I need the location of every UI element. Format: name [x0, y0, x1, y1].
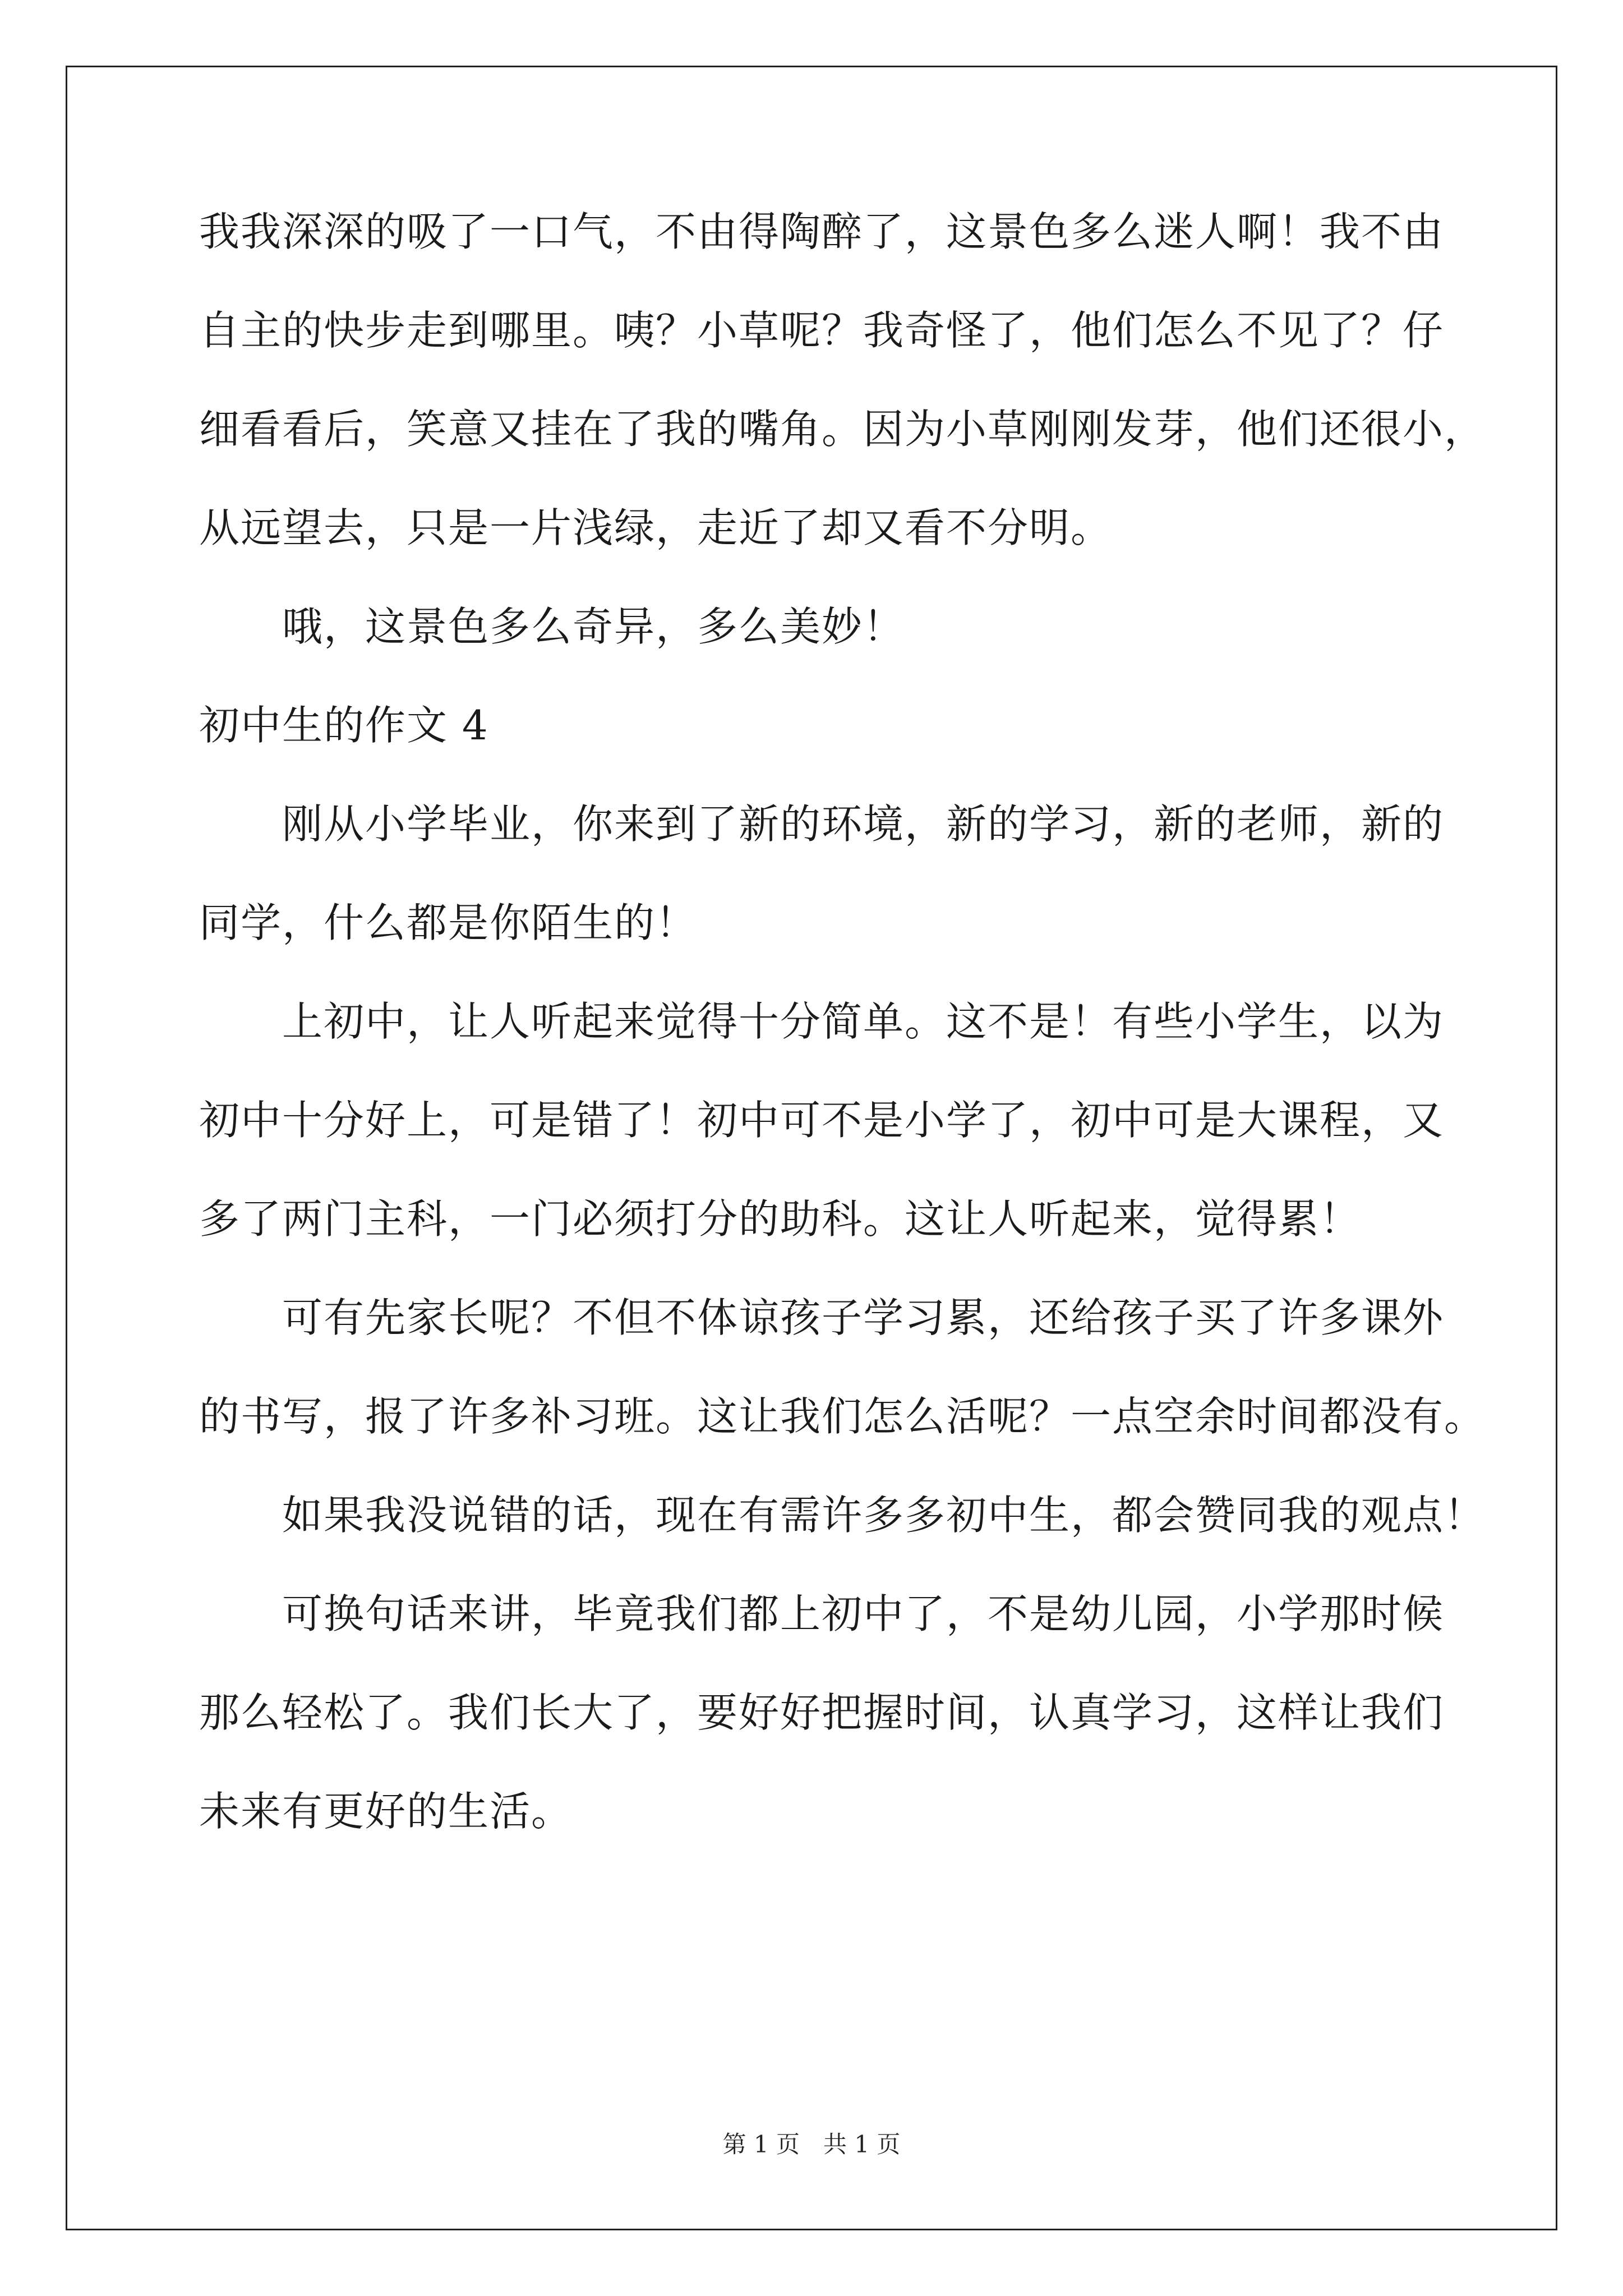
paragraph-line: 可有先家长呢？不但不体谅孩子学习累，还给孩子买了许多课外: [282, 1294, 1445, 1341]
paragraph-line: 自主的快步走到哪里。咦？小草呢？我奇怪了，他们怎么不见了？仔: [199, 307, 1445, 354]
paragraph-line: 刚从小学毕业，你来到了新的环境，新的学习，新的老师，新的: [282, 800, 1445, 848]
page-number-footer: 第 1 页 共 1 页: [722, 2131, 901, 2158]
paragraph-line: 多了两门主科，一门必须打分的助科。这让人听起来，觉得累！: [199, 1195, 1362, 1243]
paragraph-line: 我我深深的吸了一口气，不由得陶醉了，这景色多么迷人啊！我不由: [199, 208, 1445, 255]
paragraph-line: 初中十分好上，可是错了！初中可不是小学了，初中可是大课程，又: [199, 1097, 1445, 1144]
paragraph-line: 可换句话来讲，毕竟我们都上初中了，不是幼儿园，小学那时候: [282, 1590, 1445, 1637]
section-heading: 初中生的作文 4: [199, 702, 489, 749]
paragraph-line: 如果我没说错的话，现在有需许多多初中生，都会赞同我的观点！: [282, 1492, 1486, 1539]
paragraph-line: 上初中，让人听起来觉得十分简单。这不是！有些小学生，以为: [282, 998, 1445, 1045]
paragraph-line: 那么轻松了。我们长大了，要好好把握时间，认真学习，这样让我们: [199, 1689, 1445, 1736]
paragraph-line: 从远望去，只是一片浅绿，走近了却又看不分明。: [199, 504, 1113, 551]
paragraph-line: 同学，什么都是你陌生的！: [199, 899, 698, 946]
page-border: [66, 66, 1557, 2230]
paragraph-line: 的书写，报了许多补习班。这让我们怎么活呢？一点空余时间都没有。: [199, 1393, 1486, 1440]
paragraph-line: 细看看后，笑意又挂在了我的嘴角。因为小草刚刚发芽，他们还很小，: [199, 406, 1486, 453]
paragraph-line: 哦，这景色多么奇异，多么美妙！: [282, 603, 905, 650]
paragraph-line: 未来有更好的生活。: [199, 1788, 573, 1835]
